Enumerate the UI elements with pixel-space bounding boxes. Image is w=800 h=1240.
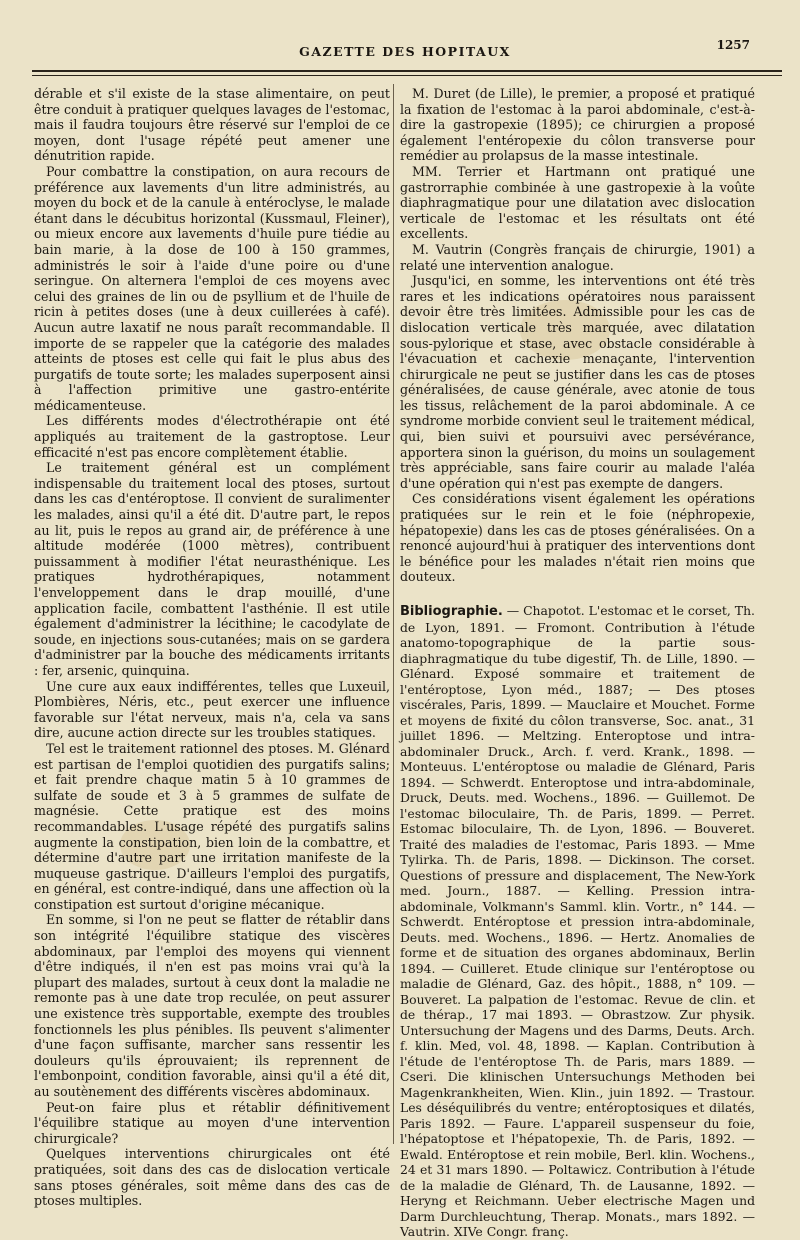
header-rule-thin (32, 75, 782, 76)
header-rule-thick (32, 70, 782, 72)
paragraph: Jusqu'ici, en somme, les interventions ont été très rares et les indications opératoires nous paraissent devoir être très limitées. Admissible pour les cas de dislocation verticale très marquée, avec dilatation sous-pylorique et stase, avec obstacle considérable à l'évacuation et cachexie menaçante, l'intervention chirurgicale ne peut se justifier dans les cas de ptoses généralisées, de cause générale, avec atonie de tous les tissus, relâchement de la paroi abdominale. A ce syndrome morbide convient seul le traitement médical, qui, bien suivi et poursuivi avec persévérance, apportera sinon la guérison, du moins un soulagement très appréciable, sans faire courir au malade l'aléa d'une opération qui n'est pas exempte de dangers. (400, 273, 755, 491)
paragraph: Pour combattre la constipation, on aura recours de préférence aux lavements d'un litre administrés, au moyen du bock et de la canule à entéroclyse, le malade étant dans le décubitus horizontal (Kussmaul, Fleiner), ou mieux encore aux lavements d'huile pure tiédie au bain marie, à la dose de 100 à 150 grammes, administrés le soir à l'aide d'une poire ou d'une seringue. On alternera l'emploi de ces moyens avec celui des graines de lin ou de psyllium et de l'huile de ricin à petites doses (une à deux cuillerées à café). Aucun autre laxatif ne nous paraît recommandable. Il importe de se rappeler que la catégorie des malades atteints de ptoses est celle qui fait le plus abus des purgatifs de toute sorte; les malades superposent ainsi à l'affection primitive une gastro-entérite médicamenteuse. (34, 163, 390, 413)
paragraph: Tel est le traitement rationnel des ptoses. M. Glénard est partisan de l'emploi quotidien des purgatifs salins; et fait prendre chaque matin 5 à 10 grammes de sulfate de soude et 3 à 5 grammes de sulfate de magnésie. Cette pratique est des moins recommandables. L'usage répété des purgatifs salins augmente la constipation, bien loin de la combattre, et détermine d'autre part une irritation manifeste de la muqueuse gastrique. D'ailleurs l'emploi des purgatifs, en général, est contre-indiqué, dans une affection où la constipation est surtout d'origine mécanique. (34, 740, 390, 912)
left-column (34, 86, 390, 1209)
paragraph: M. Vautrin (Congrès français de chirurgie, 1901) a relaté une intervention analogue. (400, 241, 755, 273)
bibliography-text: — Chapotot. L'estomac et le corset, Th. de Lyon, 1891. — Fromont. Contribution à l'étude anatomo-topographique de la partie sous-diaphragmatique du tube digestif, Th. de Lille, 1890. — Glénard. Exposé sommaire et traitement de l'entéroptose, Lyon méd., 1887; — Des ptoses viscérales, Paris, 1899. — Mauclaire et Mouchet. Forme et moyens de fixité du côlon transverse, Soc. anat., 31 juillet 1896. — Meltzing. Enteroptose und intra-abdominaler Druck., Arch. f. verd. Krank., 1898. — Monteuus. L'entéroptose ou maladie de Glénard, Paris 1894. — Schwerdt. Enteroptose und intra-abdominale, Druck, Deuts. med. Wochens., 1896. — Guillemot. De l'estomac biloculaire, Th. de Paris, 1899. — Perret. Estomac biloculaire, Th. de Lyon, 1896. — Bouveret. Traité des maladies de l'estomac, Paris 1893. — Mme Tylirka. Th. de Paris, 1898. — Dickinson. The corset. Questions of pressure and displacement, The New-York med. Journ., 1887. — Kelling. Pression intra-abdominale, Volkmann's Samml. klin. Vortr., n° 144. — Schwerdt. Entéroptose et pression intra-abdominale, Deuts. med. Wochens., 1896. — Hertz. Anomalies de forme et de situation des organes abdominaux, Berlin 1894. — Cuilleret. Etude clinique sur l'entéroptose ou maladie de Glénard, Gaz. des hôpit., 1888, n° 109. — Bouveret. La palpation de l'estomac. Revue de clin. et de thérap., 17 mai 1893. — Obrastzow. Zur physik. Untersuchung der Magens und des Darms, Deuts. Arch. f. klin. Med, vol. 48, 1898. — Kaplan. Contribution à l'étude de l'entéroptose Th. de Paris, mars 1889. — Cseri. Die klinischen Untersuchungs Methoden bei Magenkrankheiten, Wien. Klin., juin 1892. — Trastour. Les déséquilibrés du ventre; entéroptosiques et dilatés, Paris 1892. — Faure. L'appareil suspenseur du foie, l'hépatoptose et l'hépatopexie, Th. de Paris, 1892. — Ewald. Entéroptose et rein mobile, Berl. klin. Wochens., 24 et 31 mars 1890. — Poltawicz. Contribution à l'étude de la maladie de Glénard, Th. de Lausanne, 1892. — Heryng et Reichmann. Ueber electrische Magen und Darm Durchleuchtung, Therap. Monats., mars 1892. — Vautrin. XIVe Congr. franç. (400, 603, 755, 1239)
paragraph: Une cure aux eaux indifférentes, telles que Luxeuil, Plombières, Néris, etc., peut exercer une influence favorable sur l'état nerveux, mais n'a, cela va sans dire, aucune action directe sur les troubles statiques. (34, 678, 390, 741)
paragraph: dérable et s'il existe de la stase alimentaire, on peut être conduit à pratiquer quelques lavages de l'estomac, mais il faudra toujours être réservé sur l'emploi de ce moyen, dont l'usage répété peut amener une dénutrition rapide. (34, 86, 390, 164)
paragraph: Quelques interventions chirurgicales ont été pratiquées, soit dans des cas de dislocation verticale sans ptoses générales, soit même dans des cas de ptoses multiples. (34, 1146, 390, 1209)
running-title: GAZETTE DES HOPITAUX (299, 44, 511, 59)
paragraph: Peut-on faire plus et rétablir définitivement l'équilibre statique au moyen d'une intervention chirurgicale? (34, 1099, 390, 1146)
column-divider (393, 84, 394, 1144)
page-number: 1257 (716, 38, 750, 52)
bibliography-heading: Bibliographie. (400, 604, 503, 619)
paragraph: MM. Terrier et Hartmann ont pratiqué une gastrorraphie combinée à une gastropexie à la voûte diaphragmatique pour une dilatation avec dislocation verticale de l'estomac et les résultats ont été excellents. (400, 163, 755, 242)
bibliography (400, 603, 755, 1240)
paragraph: Les différents modes d'électrothérapie ont été appliqués au traitement de la gastroptose. Leur efficacité n'est pas encore complètement établie. (34, 413, 390, 460)
right-column (400, 86, 755, 1240)
paragraph: Le traitement général est un complément indispensable du traitement local des ptoses, surtout dans les cas d'entéroptose. Il convient de suralimenter les malades, ainsi qu'il a été dit. D'autre part, le repos au lit, puis le repos au grand air, de préférence à une altitude modérée (1000 mètres), contribuent puissamment à modifier l'état neurasthénique. Les pratiques hydrothérapiques, notamment l'enveloppement dans le drap mouillé, d'une application facile, combattent l'asthénie. Il est utile également d'administrer la lécithine; le cacodylate de soude, en injections sous-cutanées; mais on se gardera d'administrer par la bouche des médicaments irritants : fer, arsenic, quinquina. (34, 460, 390, 678)
paragraph: Ces considérations visent également les opérations pratiquées sur le rein et le foie (néphropexie, hépatopexie) dans les cas de ptoses généralisées. On a renoncé aujourd'hui à pratiquer des interventions dont le bénéfice pour les malades n'était rien moins que douteux. (400, 491, 755, 585)
paragraph: En somme, si l'on ne peut se flatter de rétablir dans son intégrité l'équilibre statique des viscères abdominaux, par l'emploi des moyens qui viennent d'être indiqués, il n'en est pas moins vrai qu'à la plupart des malades, surtout à ceux dont la maladie ne remonte pas à une date trop reculée, on peut assurer une existence très supportable, exempte des troubles fonctionnels les plus pénibles. Ils peuvent s'alimenter d'une façon suffisante, marcher sans ressentir les douleurs qu'ils éprouvaient; ils reprennent de l'embonpoint, condition favorable, ainsi qu'il a été dit, au soutènement des différents viscères abdominaux. (34, 912, 390, 1099)
paragraph: M. Duret (de Lille), le premier, a proposé et pratiqué la fixation de l'estomac à la paroi abdominale, c'est-à-dire la gastropexie (1895); ce chirurgien a proposé également l'entéropexie du côlon transverse pour remédier au prolapsus de la masse intestinale. (400, 86, 755, 164)
